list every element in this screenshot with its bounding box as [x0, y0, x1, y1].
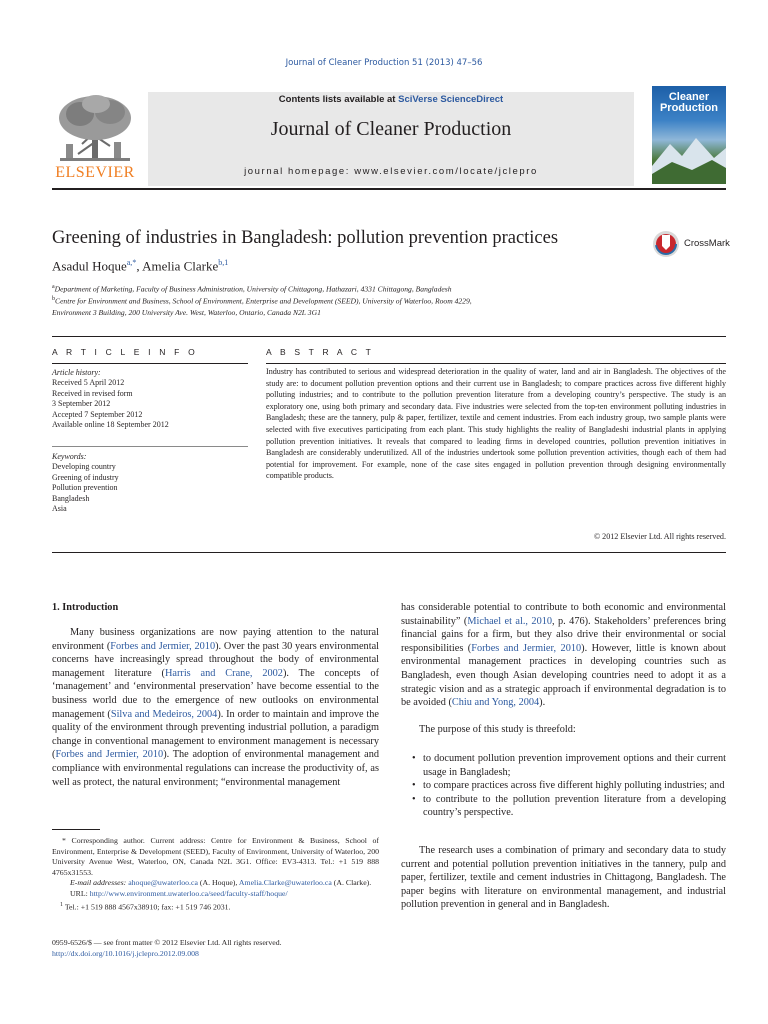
history-item: Received 5 April 2012 — [52, 378, 125, 388]
keyword: Asia — [52, 504, 67, 514]
footnotes — [52, 836, 379, 913]
publisher-name: ELSEVIER — [55, 164, 135, 181]
contents-line — [148, 94, 634, 105]
text-run: ). Over the past 30 years environmental concerns have increasingly spread throughout the body of environmental management literature ( — [52, 640, 379, 679]
url-label: URL: — [70, 888, 88, 898]
email-link[interactable]: ahoque@uwaterloo.ca — [128, 878, 198, 888]
abstract-text: Industry has contributed to serious and widespread deterioration in the quality of water, land and air in Bangladesh. The objectives of the study are: to document pollution prevention options and their current use in Bangladesh; to compare practices across five different highly polluting industries; and to contribute to the pollution prevention literature from a developing country’s perspective. The study is an exploratory one, using both primary and secondary data. Five industries were selected from the top-ten environment polluting industries in Bangladesh; these are the tannery, pulp & paper, fertilizer, textile and cement industries. From each industry group, two sample plants were selected with five executives participating from each plant. This study highlights the reality of Bangladeshi industrial plants in applying pollution prevention initiatives. It reveals that compared to leading firms in developed countries, pollution prevention initiatives in Bangladesh are considerably underutilized. All of the industries undertook some pollution prevention activities, though each of them had potential for improvement. For example, none of the case sites engaged in pollution prevention through designing environmentally compatible products. — [266, 367, 726, 481]
affiliation-text: Department of Marketing, Faculty of Business Administration, University of Chittagong, Hathazari, 4331 Chittagong, Bangladesh — [54, 284, 452, 294]
keyword: Greening of industry — [52, 472, 119, 482]
divider — [52, 552, 726, 553]
author-list — [52, 258, 228, 274]
abstract-copyright: © 2012 Elsevier Ltd. All rights reserved. — [593, 532, 726, 541]
affiliation-b: $^b$Centre for Environment and Business, School of Environment, Enterprise and Development (SEED), University of Waterloo, Room 4229, Environment 3 Building, 200 University Ave. West, Waterloo, Ontario, Canada N2L 3G1 — [52, 296, 472, 317]
reference-link[interactable]: Forbes and Jermier, 2010 — [55, 749, 164, 761]
crossmark-label: CrossMark — [684, 238, 730, 249]
journal-name: Journal of Cleaner Production — [270, 118, 512, 140]
text-run: , p. 476). Stakeholders’ preferences bring financial gains for a firm, but they also drive their environmental or social responsibilities ( — [401, 615, 726, 654]
sciencedirect-link[interactable]: SciVerse ScienceDirect — [398, 94, 504, 105]
text-run: ). However, little is known about environmental management practices in developing countries such as Bangladesh, even though Asian developing countries need to adopt it as a strategic vision and as a strategic approach if environmental degradation is to be avoided ( — [401, 642, 726, 709]
history-item: 3 September 2012 — [52, 399, 111, 409]
journal-citation[interactable]: Journal of Cleaner Production 51 (2013) 47–56 — [285, 58, 483, 68]
footnote-text: (A. Clarke). — [331, 878, 372, 888]
author-name: Asadul Hoque — [52, 258, 127, 274]
keyword: Bangladesh — [52, 493, 90, 503]
email-label: E-mail addresses: — [70, 878, 127, 888]
author-affil-mark[interactable]: a, — [126, 258, 133, 267]
footnote-1: $^1$ Tel.: +1 519 888 4567x38910; fax: +1 519 746 2031. — [60, 901, 231, 912]
url-link[interactable]: http://www.environment.uwaterloo.ca/seed/faculty-staff/hoque/ — [89, 888, 288, 898]
article-history — [52, 368, 248, 430]
footnote-text: Tel.: +1 519 888 4567x38910; fax: +1 519 746 2031. — [64, 902, 231, 912]
affiliation-a: $^a$Department of Marketing, Faculty of Business Administration, University of Chittagong, Hathazari, 4331 Chittagong, Bangladesh — [52, 284, 452, 294]
right-paragraph — [401, 601, 726, 710]
objectives-list — [401, 752, 726, 820]
issn-line: 0959-6526/$ — see front matter © 2012 Elsevier Ltd. All rights reserved. — [52, 938, 282, 947]
footnote-emails — [52, 878, 379, 889]
keyword: Pollution prevention — [52, 483, 118, 493]
history-label: Article history: — [52, 368, 101, 377]
reference-link[interactable]: Chiu and Yong, 2004 — [451, 697, 540, 709]
crossmark-icon — [652, 230, 680, 258]
text-run: ). — [539, 697, 546, 709]
history-item: Available online 18 September 2012 — [52, 420, 169, 430]
author-name: Amelia Clarke — [142, 258, 219, 274]
footnote-rule — [52, 829, 100, 830]
doi-link[interactable]: http://dx.doi.org/10.1016/j.jclepro.2012.09.008 — [52, 949, 199, 958]
article-title: Greening of industries in Bangladesh: pollution prevention practices — [52, 228, 559, 248]
contents-prefix: Contents lists available at — [278, 94, 399, 105]
cover-title — [652, 92, 726, 114]
section-heading: 1. Introduction — [52, 602, 119, 613]
footnote-url — [52, 889, 379, 900]
footnote-text: (A. Hoque), — [197, 878, 239, 888]
list-item: • to compare practices across five different highly polluting industries; and — [423, 779, 726, 793]
text-run: ). The concepts of ‘management’ and ‘environmental preservation’ have become essential to the business world due to the emergence of new outlooks on environmental management ( — [52, 667, 379, 720]
text-run: ). The adoption of environmental management and compliance with environmental regulations can increase the productivity of, as well as protect, the natural environment; “environmental management — [52, 749, 379, 788]
corresponding-mark[interactable]: * — [132, 258, 137, 267]
email-link[interactable]: Amelia.Clarke@uwaterloo.ca — [238, 878, 332, 888]
keywords-label: Keywords: — [52, 452, 87, 461]
keyword: Developing country — [52, 462, 116, 472]
article-info-heading: A R T I C L E I N F O — [52, 347, 198, 357]
divider — [266, 363, 726, 364]
text-run: ). In order to maintain and improve the quality of the environment through preventing industrial pollution, a paradigm change in conventional management to environment management is necessary ( — [52, 708, 380, 761]
affiliation-text: Centre for Environment and Business, School of Environment, Enterprise and Development (SEED), University of Waterloo, Room 4229, — [55, 296, 472, 306]
research-paragraph: The research uses a combination of primary and secondary data to study current and potential pollution prevention initiatives in the tannery, pulp and paper, fertilizer, textile and cement industries in Chittagong, Bangladesh. The paper begins with literature on environmental management, and industrial pollution prevention in general and in Bangladesh. — [401, 845, 726, 911]
footnote-corresponding: * Corresponding author. Current address: Centre for Environment & Business, School of Environment, Enterprise & Development (SEED), Faculty of Environment, University of Waterloo, 200 University Avenue West, Waterloo, ON, Canada N2L 3G1. Office: EV3-4313. Tel.: +1 519 888 4765x31553. — [52, 836, 379, 877]
reference-link[interactable]: Michael et al., 2010 — [467, 615, 553, 627]
cover-title-line-2: Production — [659, 102, 719, 114]
reference-link[interactable]: Harris and Crane, 2002 — [164, 667, 283, 679]
author-affil-mark[interactable]: b,1 — [218, 258, 229, 267]
reference-link[interactable]: Forbes and Jermier, 2010 — [110, 640, 216, 652]
purpose-line: The purpose of this study is threefold: — [419, 724, 576, 735]
header-rule — [52, 188, 726, 190]
crossmark-badge[interactable] — [652, 230, 732, 258]
history-item: Received in revised form — [52, 388, 133, 398]
keywords — [52, 452, 248, 514]
journal-homepage[interactable]: journal homepage: www.elsevier.com/locate/jclepro — [244, 166, 538, 177]
text-run: has considerable potential to contribute to both economic and environmental sustainability” ( — [401, 602, 726, 627]
divider — [52, 446, 248, 447]
cover-title-line-1: Cleaner — [668, 91, 710, 103]
author-separator: , — [136, 258, 143, 274]
abstract-heading: A B S T R A C T — [266, 347, 375, 357]
affiliation-text: Environment 3 Building, 200 University Ave. West, Waterloo, Ontario, Canada N2L 3G1 — [52, 307, 321, 317]
journal-cover — [652, 86, 726, 184]
list-item: • to document pollution prevention improvement options and their current usage in Bangladesh; — [423, 752, 726, 779]
list-item: • to contribute to the pollution prevention literature from a developing country’s perspective. — [423, 793, 726, 820]
divider — [52, 336, 726, 337]
history-item: Accepted 7 September 2012 — [52, 409, 143, 419]
intro-paragraph — [52, 626, 379, 789]
mountain-icon — [652, 136, 726, 184]
reference-link[interactable]: Silva and Medeiros, 2004 — [110, 708, 218, 720]
text-run: Many business organizations are now paying attention to the natural environment ( — [52, 627, 379, 652]
reference-link[interactable]: Forbes and Jermier, 2010 — [471, 642, 582, 654]
tree-icon — [52, 92, 138, 164]
divider — [52, 363, 248, 364]
footnote-text: Corresponding author. Current address: Centre for Environment & Business, School of Environment, Enterprise & Development (SEED), Faculty of Environment, University of Waterloo, 200 University Avenue West, Waterloo, ON, Canada N2L 3G1. Office: EV3-4313. Tel.: +1 519 888 4765x31553. — [52, 836, 379, 877]
